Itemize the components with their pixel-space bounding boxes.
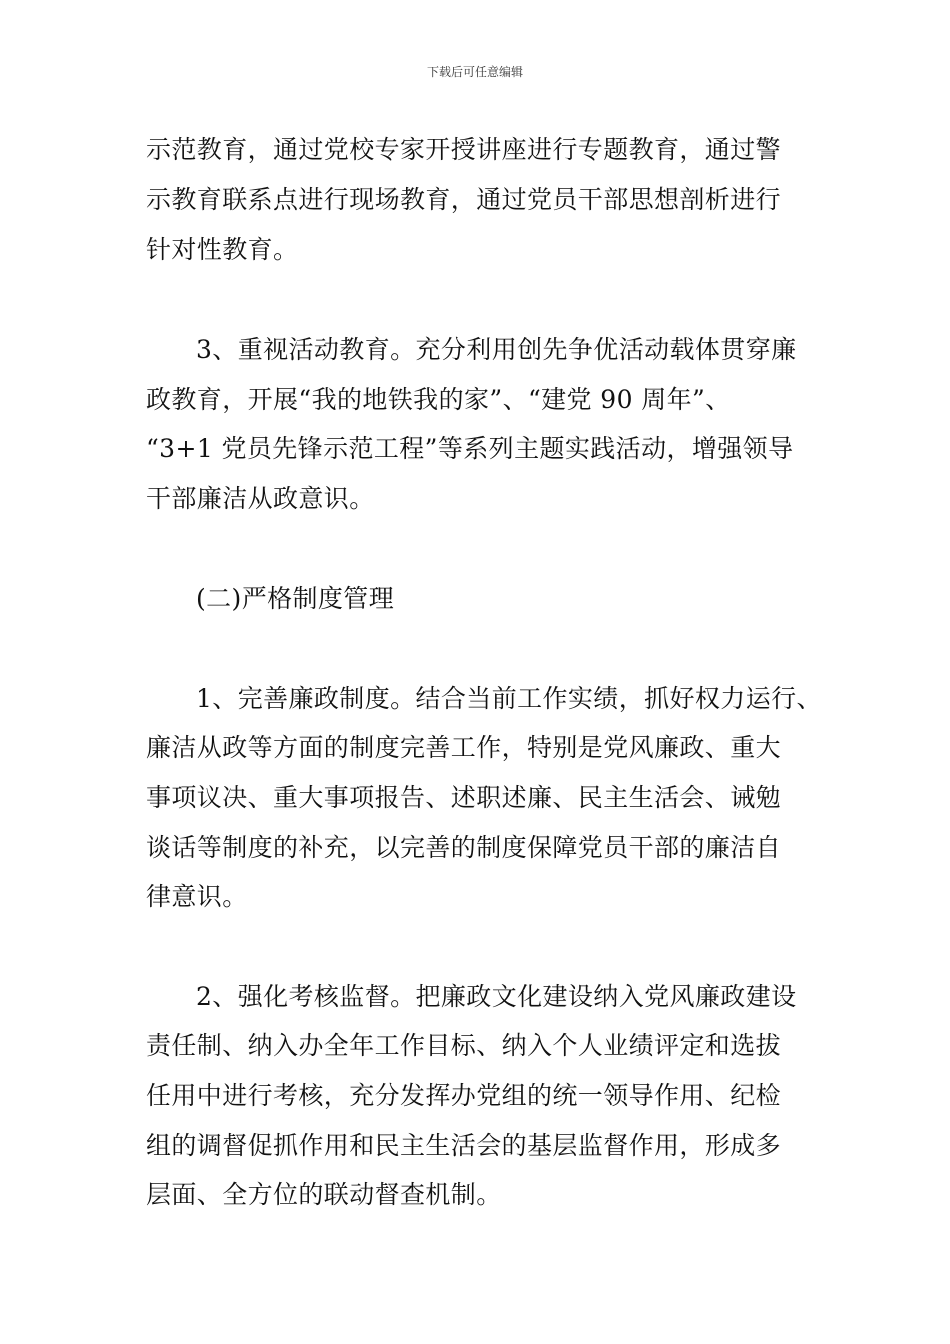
para3-line-1: 1、完善廉政制度。结合当前工作实绩，抓好权力运行、 — [196, 684, 822, 713]
para2-line-2: 政教育，开展“我的地铁我的家”、“建党 90 周年”、 — [146, 385, 731, 414]
para4-line-1: 2、强化考核监督。把廉政文化建设纳入党风廉政建设 — [196, 982, 797, 1011]
para1-line-1: 示范教育，通过党校专家开授讲座进行专题教育，通过警 — [146, 135, 782, 164]
para3-line-3: 事项议决、重大事项报告、述职述廉、民主生活会、诫勉 — [146, 783, 782, 812]
para2-line-1: 3、重视活动教育。充分利用创先争优活动载体贯穿廉 — [196, 335, 797, 364]
para4-line-3: 任用中进行考核，充分发挥办党组的统一领导作用、纪检 — [146, 1081, 782, 1110]
para3-line-4: 谈话等制度的补充，以完善的制度保障党员干部的廉洁自 — [146, 833, 782, 862]
para3-line-5: 律意识。 — [146, 882, 248, 911]
para1-line-2: 示教育联系点进行现场教育，通过党员干部思想剖析进行 — [146, 185, 782, 214]
page-header: 下载后可任意编辑 — [426, 65, 523, 79]
para4-line-4: 组的调督促抓作用和民主生活会的基层监督作用，形成多 — [146, 1131, 782, 1160]
para1-line-3: 针对性教育。 — [146, 235, 299, 264]
para2-line-3: “3+1 党员先锋示范工程”等系列主题实践活动，增强领导 — [146, 434, 794, 463]
para4-line-5: 层面、全方位的联动督查机制。 — [146, 1180, 502, 1209]
para2-line-4: 干部廉洁从政意识。 — [146, 484, 375, 513]
para3-line-2: 廉洁从政等方面的制度完善工作，特别是党风廉政、重大 — [146, 733, 782, 762]
section-heading: (二)严格制度管理 — [196, 584, 395, 613]
para4-line-2: 责任制、纳入办全年工作目标、纳入个人业绩评定和选拔 — [146, 1031, 782, 1060]
